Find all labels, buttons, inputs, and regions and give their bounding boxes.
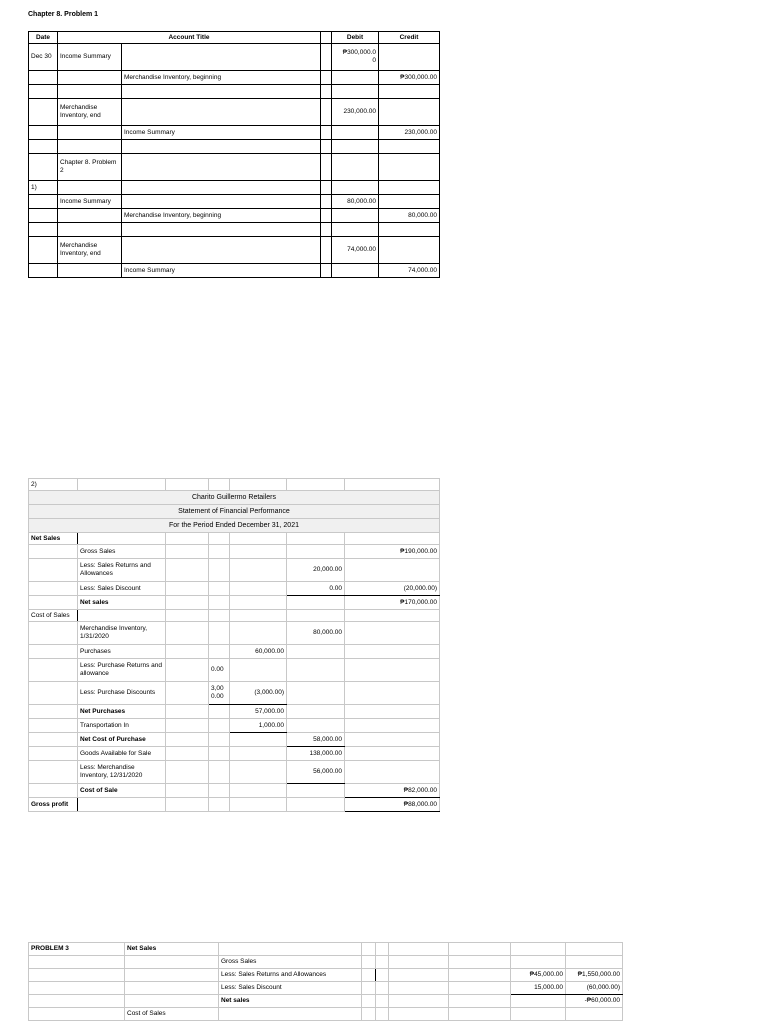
journal-spacer [321, 195, 332, 209]
statement-period: For the Period Ended December 31, 2021 [29, 519, 440, 533]
inventory-end-value: 56,000.00 [287, 761, 345, 784]
journal-credit-account [122, 237, 321, 264]
journal-row [29, 140, 440, 154]
net-cost-value: 58,000.00 [287, 733, 345, 747]
journal-row [29, 209, 440, 223]
journal-credit-account: Income Summary [122, 126, 321, 140]
journal-row [29, 44, 440, 71]
journal-debit-amount [332, 71, 379, 85]
problem3-table [28, 942, 623, 1021]
journal-debit-account [58, 71, 122, 85]
problem3-discount-label: Less: Sales Discount [219, 982, 362, 995]
journal-spacer [321, 126, 332, 140]
gross-profit-label: Gross profit [29, 798, 78, 812]
problem3-discount-value: 15,000.00 [511, 982, 566, 995]
journal-row [29, 181, 440, 195]
journal-table [28, 31, 440, 278]
journal-credit-amount [379, 44, 440, 71]
journal-row [29, 85, 440, 99]
journal-debit-account [58, 85, 122, 99]
journal-debit-account [58, 223, 122, 237]
journal-credit-amount [379, 140, 440, 154]
journal-row [29, 71, 440, 85]
net-sales-label: Net sales [78, 596, 166, 610]
purchase-discounts-value: 3,00 0.00 [209, 682, 230, 705]
journal-credit-amount [379, 85, 440, 99]
problem3-net-sales-label: Net sales [219, 995, 362, 1008]
journal-debit-amount [332, 154, 379, 181]
journal-debit-account [58, 140, 122, 154]
journal-row [29, 195, 440, 209]
journal-debit-account: Income Summary [58, 195, 122, 209]
purchase-returns-value: 0.00 [209, 659, 230, 682]
journal-date [29, 264, 58, 278]
purchases-label: Purchases [78, 645, 166, 659]
journal-credit-amount: 230,000.00 [379, 126, 440, 140]
header-account-title: Account Title [58, 32, 321, 44]
journal-debit-account: Chapter 8. Problem 2 [58, 154, 122, 181]
journal-spacer [321, 237, 332, 264]
journal-date [29, 209, 58, 223]
journal-row [29, 126, 440, 140]
journal-credit-account [122, 223, 321, 237]
journal-row [29, 99, 440, 126]
problem3-net-sales-heading: Net Sales [125, 943, 219, 956]
journal-credit-amount: 74,000.00 [379, 264, 440, 278]
problem3-cost-of-sales-heading: Cost of Sales [125, 1008, 219, 1021]
journal-spacer [321, 209, 332, 223]
journal-credit-amount [379, 237, 440, 264]
gross-sales-label: Gross Sales [78, 545, 166, 559]
journal-spacer [321, 99, 332, 126]
journal-credit-account [122, 99, 321, 126]
journal-debit-account [58, 126, 122, 140]
journal-date [29, 126, 58, 140]
sales-discount-label: Less: Sales Discount [78, 582, 166, 596]
journal-debit-amount: 230,000.00 [332, 99, 379, 126]
problem3-returns-total: ₱1,550,000.00 [566, 969, 623, 982]
inventory-begin-value: 80,000.00 [287, 622, 345, 645]
purchase-discounts-label: Less: Purchase Discounts [78, 682, 166, 705]
journal-row [29, 264, 440, 278]
journal-credit-amount: 80,000.00 [379, 209, 440, 223]
sales-discount-total: (20,000.00) [345, 582, 440, 596]
journal-debit-account [58, 209, 122, 223]
income-statement-table [28, 478, 440, 812]
header-debit: Debit [332, 32, 379, 44]
journal-credit-account [122, 85, 321, 99]
journal-spacer [321, 71, 332, 85]
net-sales-value: ₱170,000.00 [345, 596, 440, 610]
journal-spacer [321, 85, 332, 99]
page-title: Chapter 8. Problem 1 [28, 11, 99, 18]
cost-of-sales-heading: Cost of Sales [29, 610, 78, 622]
journal-spacer [321, 181, 332, 195]
transportation-label: Transportation In [78, 719, 166, 733]
journal-credit-amount: ₱300,000.00 [379, 71, 440, 85]
journal-debit-amount [332, 181, 379, 195]
problem3-returns-value: ₱45,000.00 [511, 969, 566, 982]
journal-credit-account [122, 140, 321, 154]
sales-discount-value: 0.00 [287, 582, 345, 596]
journal-debit-account: Merchandise Inventory, end [58, 99, 122, 126]
journal-date: 1) [29, 181, 58, 195]
journal-date [29, 140, 58, 154]
sales-returns-value: 20,000.00 [287, 559, 345, 582]
gross-profit-value: ₱88,000.00 [345, 798, 440, 812]
journal-row [29, 223, 440, 237]
goods-available-value: 138,000.00 [287, 747, 345, 761]
journal-credit-account: Income Summary [122, 264, 321, 278]
problem3-net-sales-value: -₱60,000.00 [566, 995, 623, 1008]
journal-debit-amount: ₱300,000.0 0 [332, 44, 379, 71]
net-purchases-label: Net Purchases [78, 705, 166, 719]
cost-of-sale-value: ₱82,000.00 [345, 784, 440, 798]
journal-debit-account [58, 181, 122, 195]
goods-available-label: Goods Available for Sale [78, 747, 166, 761]
journal-date [29, 85, 58, 99]
cost-of-sale-label: Cost of Sale [78, 784, 166, 798]
problem-label: 2) [29, 479, 78, 491]
header-date: Date [29, 32, 58, 44]
journal-credit-amount [379, 181, 440, 195]
header-credit: Credit [379, 32, 440, 44]
purchases-value: 60,000.00 [230, 645, 287, 659]
journal-credit-amount [379, 99, 440, 126]
purchase-returns-label: Less: Purchase Returns and allowance [78, 659, 166, 682]
journal-credit-amount [379, 154, 440, 181]
journal-debit-account: Income Summary [58, 44, 122, 71]
gross-sales-value: ₱190,000.00 [345, 545, 440, 559]
problem3-gross-sales-label: Gross Sales [219, 956, 362, 969]
transportation-value: 1,000.00 [230, 719, 287, 733]
journal-credit-account [122, 154, 321, 181]
net-sales-heading: Net Sales [29, 533, 78, 545]
statement-title: Statement of Financial Performance [29, 505, 440, 519]
problem3-returns-label: Less: Sales Returns and Allowances [219, 969, 362, 982]
journal-credit-account [122, 44, 321, 71]
net-purchases-value: 57,000.00 [230, 705, 287, 719]
company-name: Charito Guillermo Retailers [29, 491, 440, 505]
journal-credit-account: Merchandise Inventory, beginning [122, 209, 321, 223]
journal-debit-amount [332, 126, 379, 140]
journal-row [29, 154, 440, 181]
journal-date [29, 237, 58, 264]
journal-spacer [321, 44, 332, 71]
journal-credit-account [122, 195, 321, 209]
journal-debit-amount [332, 140, 379, 154]
journal-credit-account: Merchandise Inventory, beginning [122, 71, 321, 85]
journal-row [29, 237, 440, 264]
problem3-discount-total: (60,000.00) [566, 982, 623, 995]
journal-credit-amount [379, 195, 440, 209]
journal-spacer [321, 223, 332, 237]
journal-debit-amount [332, 85, 379, 99]
journal-debit-amount [332, 223, 379, 237]
journal-date [29, 195, 58, 209]
problem3-label: PROBLEM 3 [29, 943, 125, 956]
journal-date [29, 99, 58, 126]
inventory-end-label: Less: Merchandise Inventory, 12/31/2020 [78, 761, 166, 784]
journal-credit-account [122, 181, 321, 195]
journal-spacer [321, 264, 332, 278]
journal-date [29, 223, 58, 237]
journal-debit-amount: 80,000.00 [332, 195, 379, 209]
journal-spacer [321, 154, 332, 181]
journal-date: Dec 30 [29, 44, 58, 71]
journal-spacer [321, 140, 332, 154]
journal-date [29, 71, 58, 85]
inventory-begin-label: Merchandise Inventory, 1/31/2020 [78, 622, 166, 645]
journal-debit-amount: 74,000.00 [332, 237, 379, 264]
journal-date [29, 154, 58, 181]
net-cost-label: Net Cost of Purchase [78, 733, 166, 747]
sales-returns-label: Less: Sales Returns and Allowances [78, 559, 166, 582]
purchase-discounts-total: (3,000.00) [230, 682, 287, 705]
journal-debit-account: Merchandise Inventory, end [58, 237, 122, 264]
journal-debit-amount [332, 264, 379, 278]
journal-credit-amount [379, 223, 440, 237]
journal-debit-account [58, 264, 122, 278]
journal-debit-amount [332, 209, 379, 223]
